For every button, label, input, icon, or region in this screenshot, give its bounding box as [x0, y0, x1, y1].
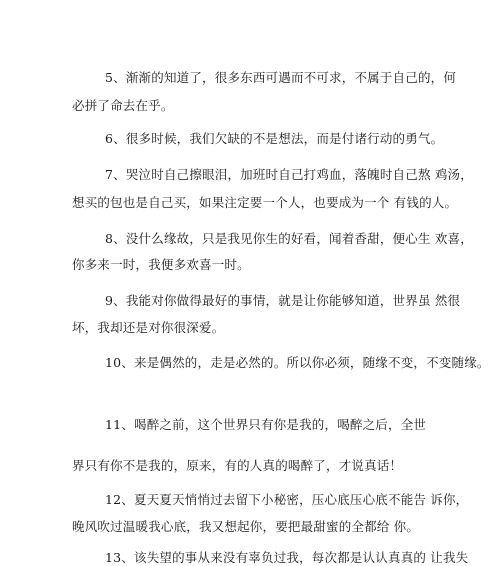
- paragraph-5-line-1: 5、渐渐的知道了，很多东西可遇而不可求，不属于自己的，何: [105, 70, 457, 85]
- paragraph-8-line-1: 8、没什么缘故，只是我见你生的好看，闻着香甜，便心生 欢喜，: [105, 231, 473, 246]
- paragraph-5-line-2: 必拼了命去在乎。: [72, 98, 174, 113]
- paragraph-9-line-2: 坏，我却还是对你很深爱。: [72, 320, 225, 335]
- paragraph-7-line-1: 7、哭泣时自己擦眼泪，加班时自己打鸡血，落魄时自己熬 鸡汤，: [105, 167, 473, 182]
- paragraph-11-line-2: 界只有你不是我的，原来，有的人真的喝醉了，才说真话！: [72, 458, 403, 473]
- paragraph-12-line-2: 晚风吹过温暖我心底，我又想起你，要把最甜蜜的全都给 你。: [72, 519, 420, 534]
- paragraph-12-line-1: 12、夏天夏天悄悄过去留下小秘密，压心底压心底不能告 诉你，: [105, 492, 469, 507]
- paragraph-7-line-2: 想买的包也是自己买，如果注定要一个人，也要成为一个 有钱的人。: [72, 195, 458, 210]
- paragraph-13-line-1: 13、该失望的事从来没有辜负过我，每次都是认认真真的 让我失: [105, 550, 469, 565]
- paragraph-9-line-1: 9、我能对你做得最好的事情，就是让你能够知道，世界虽 然很: [105, 293, 461, 308]
- paragraph-11-line-1: 11、喝醉之前，这个世界只有你是我的，喝醉之后，全世: [105, 417, 427, 432]
- paragraph-10-line-1: 10、来是偶然的，走是必然的。所以你必须，随缘不变，不变随缘。: [105, 355, 490, 370]
- paragraph-8-line-2: 你多来一时，我便多欢喜一时。: [72, 257, 250, 272]
- paragraph-6-line-1: 6、很多时候，我们欠缺的不是想法，而是付诸行动的勇气。: [105, 131, 444, 146]
